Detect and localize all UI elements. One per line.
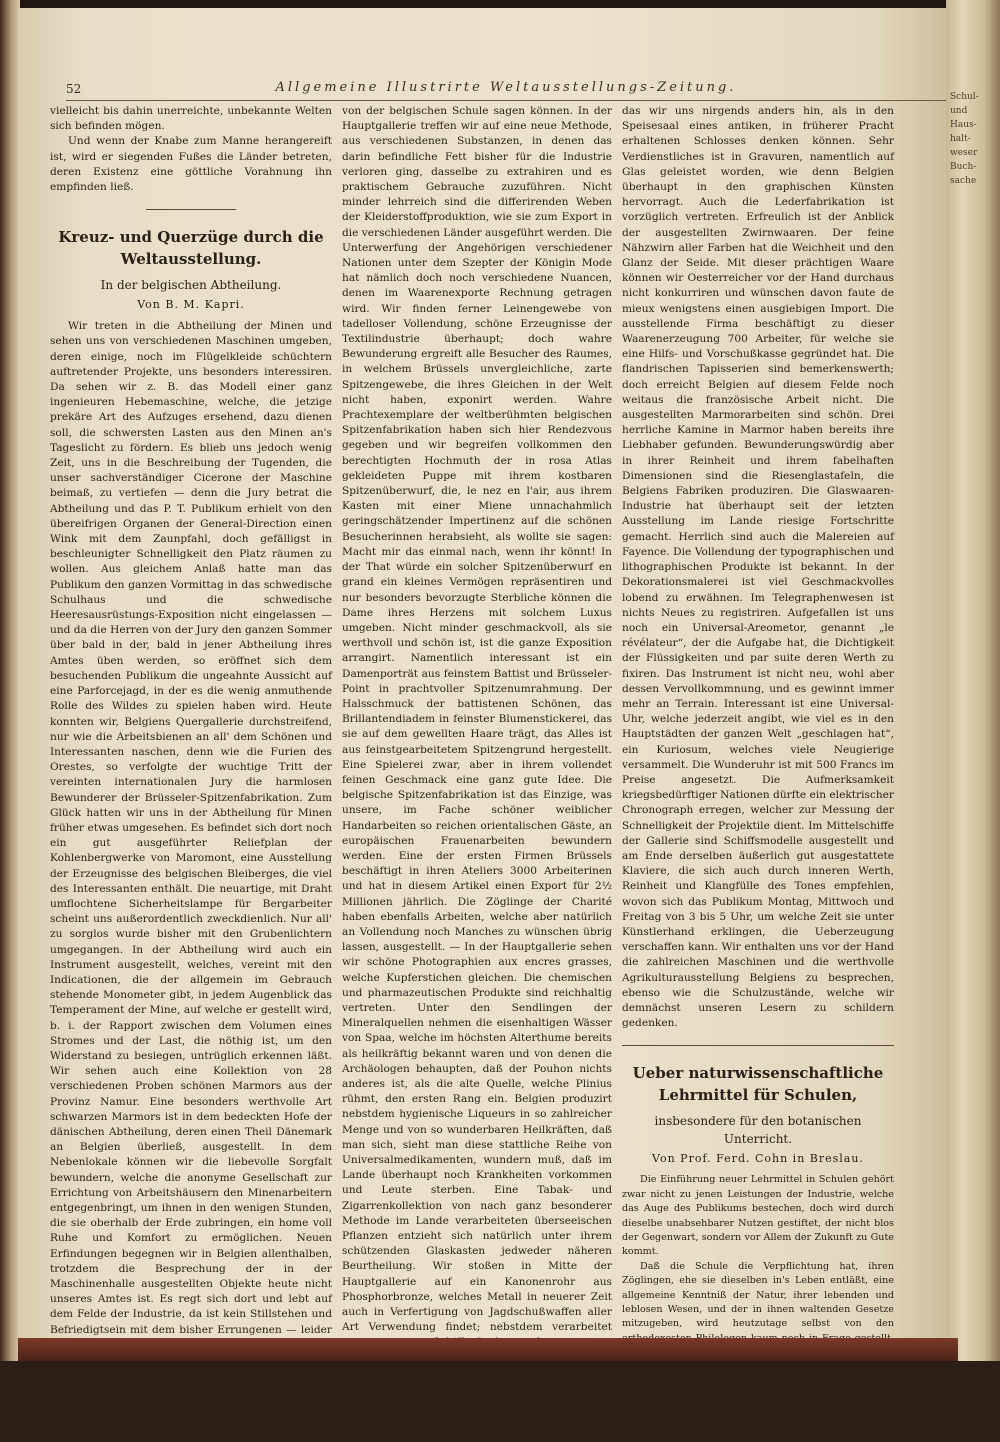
article-small-paragraph-1: Die Einführung neuer Lehrmittel in Schulen gehört zwar nicht zu jenen Leistungen der Industrie, welche das Auge des Publikums bestechen, doch wird durch dieselbe unabsehbarer Nutzen gestiftet, der nicht blos der Gegenwart, sondern vor Allem der Zukunft zu Gute kommt. xyxy=(622,1174,894,1258)
next-page-fragment: Schul- und Haus- halt- weser Buch- sache xyxy=(950,92,979,186)
article-byline-second: Von Prof. Ferd. Cohn in Breslau. xyxy=(652,1152,864,1166)
book-binding-edge xyxy=(0,0,20,1361)
column-left xyxy=(50,104,332,1334)
intro-paragraph-2: Und wenn der Knabe zum Manne herangereift ist, wird er siegenden Fußes die Länder betreten, deren Existenz eine göttliche Vorahnung ihn empfinden ließ. xyxy=(50,135,332,194)
article-paragraph: von der belgischen Schule sagen können. In der Hauptgallerie treffen wir auf eine neue Methode, aus verschiedenen Substanzen, in denen das darin befindliche Fett bisher für die Industrie verloren ging, dasselbe zu extrahiren und es praktischem Gebrauche zuzuführen. Nicht minder lehrreich sind die differirenden Weben der Kleiderstoffproduktion, wie sie zum Export in die verschiedenen Länder ausgeführt werden. Die Unterwerfung der Angehörigen verschiedener Nationen unter dem Szepter der Königin Mode hat nämlich doch noch verschiedene Nuancen, denen im Waarenexporte Rechnung getragen wird. Wir finden ferner Leinengewebe von tadelloser Vollendung, schöne Erzeugnisse der Textilindustrie überhaupt; doch wahre Bewunderung ergreift alle Besucher des Raumes, in welchem Brüssels unvergleichliche, zarte Spitzengewebe, die ihres Gleichen in der Welt nicht haben, exponirt werden. Wahre Prachtexemplare der weltberühmten belgischen Spitzenfabrikation haben sich hier Rendezvous gegeben und wir begreifen vollkommen den berechtigten Hochmuth der in rosa Atlas gekleideten Puppe mit ihrem kostbaren Spitzenüberwurf, die, le nez en l'air, aus ihrem Kasten mit einer Miene unnachahmlich geringschätzender Impertinenz auf die schönen Besucherinnen herabsieht, als wollte sie sagen: Macht mir das einmal nach, wenn ihr könnt! In der That würde ein solcher Spitzenüberwurf en grand ein kleines Vermögen repräsentiren und nur besonders bevorzugte Sterbliche können die Dame ihres Herzens mit solchem Luxus umgeben. Nicht minder geschmackvoll, als sie werthvoll und schön ist, ist die ganze Exposition arrangirt. Namentlich interessant ist ein Damenporträt aus feinstem Battist und Brüsseler-Point in prachtvoller Spitzenumrahmung. Der Halsschmuck der battistenen Schönen, das Brillantendiadem in feinster Blumenstickerei, das sie auf dem gewellten Haare trägt, das Alles ist aus feinstgearbeitetem Spitzengrund hergestellt. Eine Spielerei zwar, aber in ihrem vollendet feinen Geschmack eine ganz gute Idee. Die belgische Spitzenfabrikation ist das Einzige, was unsere, im Fache schöner weiblicher Handarbeiten so reichen orientalischen Gäste, an europäischen Frauenarbeiten bewundern werden. Eine der ersten Firmen Brüssels beschäftigt in ihren Ateliers 3000 Arbeiterinen und hat in diesem Artikel einen Export für 2½ Millionen jährlich. Die Zöglinge der Charité haben ebenfalls Arbeiten, welche aber natürlich an Vollendung noch Manches zu wünschen übrig lassen, ausgestellt. — In der Hauptgallerie sehen wir schöne Photographien aux encres grasses, welche Kupferstichen gleichen. Die chemischen und pharmazeutischen Produkte sind reichhaltig vertreten. Unter den Sendlingen der Mineralquellen nehmen die eisenhaltigen Wässer von Spaa, welche im höchsten Alterthume bereits als heilkräftig bekannt waren und von denen die Archäologen behaupten, daß der Pouhon nichts anderes ist, als die alte Quelle, welche Plinius rühmt, den ersten Rang ein. Belgien produzirt nebstdem hygienische Liqueurs in so zahlreicher Menge und von so wunderbaren Heilkräften, daß man sich, sieht man diese stattliche Reihe von Universalmedikamenten, wundern muß, daß im Lande überhaupt noch Krankheiten vorkommen und Leute sterben. Eine Tabak- und Zigarrenkollektion von nach ganz besonderer Methode im Lande verarbeiteten überseeischen Pflanzen entzieht sich natürlich unter ihrem schützenden Glaskasten jedweder näheren Beurtheilung. Wir stoßen in Mitte der Hauptgallerie auf ein Kanonenrohr aus Phosphorbronze, welches Metall in neuerer Zeit auch in Verfertigung von Jagdschußwaffen aller Art Verwendung findet; nebstdem verarbeitet erproben. Einzelne Exemplare der Schnitzereien aus Naturholz sind wahre Prachtstücke, namentlich das breite Bett in flamändischem Renaissance-Styl und das Buffet aus Nußholz, Styl Louis XIII., mit den prachtvollen Eckfiguren, xyxy=(342,105,613,1440)
column-middle xyxy=(342,104,613,1440)
book-bottom-edge xyxy=(18,1338,958,1361)
section-divider xyxy=(622,1045,894,1046)
article-small-paragraph-2: Daß die Schule die Verpflichtung hat, ihren Zöglingen, ehe sie dieselben in's Leben entläßt, eine allgemeine Kenntniß der Natur, ihrer lebenden und leblosen Wesen, und der in ihnen waltenden Gesetze mitzugeben, wird heutzutage selbst von den Demonstrationen der naturwissenschaftliche Unterricht in den Schulen schlimmer als nutzlos ist, da er nur zu falscher Naturauffassung führen kann. xyxy=(622,1260,894,1402)
article-paragraph: das wir uns nirgends anders hin, als in den Speisesaal eines antiken, in früherer Pracht erhaltenen Schlosses denken können. Sehr Verdienstliches ist in Gravuren, namentlich auf Glas geleistet worden, wie denn Belgien überhaupt in den graphischen Künsten hervorragt. Auch die Lederfabrikation ist vorzüglich vertreten. Erfreulich ist der Anblick der ausgestellten Zwirnwaaren. Der feine Nähzwirn aller Farben hat die Weichheit und den Glanz der Seide. Mit dieser prächtigen Waare können wir Oesterreicher vor der Hand durchaus nicht konkurriren und wünschen davon faute de mieux wenigstens einen ausgiebigen Import. Die ausstellende Firma beschäftigt zu dieser Waarenerzeugung 700 Arbeiter, für welche sie eine Hilfs- und Vorschußkasse gegründet hat. Die flandrischen Tapisserien sind bemerkenswerth; doch erreicht Belgien auf diesem Felde noch weitaus die französische Arbeit nicht. Die ausgestellten Marmorarbeiten sind schön. Drei herrliche Kamine in Marmor haben bereits ihre Liebhaber gefunden. Bewunderungswürdig aber in ihrer Reinheit und ihrem fabelhaften Dimensionen sind die Riesenglastafeln, die Belgiens Fabriken produziren. Die Glaswaaren-Industrie hat überhaupt seit der letzten Ausstellung im Lande riesige Fortschritte gemacht. Herrlich sind auch die Malereien auf Fayence. Die Vollendung der typographischen und lithographischen Produkte ist bekannt. In der Dekorationsmalerei ist viel Geschmackvolles lobend zu erwähnen. Im Telegraphenwesen ist nichts Neues zu registriren. Aufgefallen ist uns noch ein Universal-Areometor, genannt „le révélateur“, der die Aufgabe hat, die Dichtigkeit der Flüssigkeiten und par suite deren Werth zu fixiren. Das Instrument ist nicht neu, wohl aber dessen Vervollkommnung, und es gewinnt immer mehr an Terrain. Interessant ist eine Universal-Uhr, welche jederzeit angibt, wie viel es in den Hauptstädten der ganzen Welt „geschlagen hat“, ein Kuriosum, welches viele Neugierige versammelt. Die Wunderuhr ist mit 500 Francs im Preise angesetzt. Die Aufmerksamkeit kriegsbedürftiger Nationen dürfte ein elektrischer Chronograph erregen, welcher zur Messung der Schnelligkeit der Projektile dient. Im Mittelschiffe der Gallerie sind Schiffsmodelle ausgestellt und am Ende derselben äußerlich gut ausgestattete Klaviere, die sich auch durch inneren Werth, Reinheit und Klangfülle des Tones empfehlen, wovon sich das Publikum Montag, Mittwoch und Freitag von 3 bis 5 Uhr, um welche Zeit sie unter Künstlerhand erklingen, die Ueberzeugung verschaffen kann. Wir enthalten uns vor der Hand die zahlreichen Maschinen und die werthvolle Agrikulturausstellung Belgiens zu besprechen, ebenso wie die Schulzustände, welche wir demnächst unseren Lesern zu schildern gedenken. xyxy=(622,105,894,1030)
article-title: Kreuz- und Querzüge durch die Weltausstellung. xyxy=(58,228,324,269)
article-subtitle: In der belgischen Abtheilung. xyxy=(100,278,282,293)
running-title: Allgemeine Illustrirte Weltausstellungs-Zeitung. xyxy=(275,80,737,95)
article-title-second: Ueber naturwissenschaftliche Lehrmittel für Schulen, xyxy=(632,1064,884,1105)
article-byline: Von B. M. Kapri. xyxy=(137,298,245,312)
article-subtitle-second: insbesondere für den botanischen Unterricht. xyxy=(654,1114,862,1147)
article-paragraph: Wir treten in die Abtheilung der Minen und sehen uns von verschiedenen Maschinen umgeben, deren einige, noch im Flügelkleide schüchtern auftretender Projekte, uns besonders interessiren. Da sehen wir z. B. das Modell einer ganz ingenieuren Hebemaschine, welche, die jetzige prekäre Art des Aufzuges ersehend, dazu dienen soll, die schwersten Lasten aus den Minen an's Tageslicht zu fördern. Es blieb uns jedoch wenig Zeit, uns in die Beschreibung der Tugenden, die unser sachverständiger Cicerone der Maschine beimaß, zu vertiefen — denn die Jury betrat die Abtheilung und das P. T. Publikum erhielt von den übereifrigen Organen der General-Direction einen Wink mit dem Zaunpfahl, doch gefälligst in beschleunigter Schnelligkeit den Platz räumen zu wollen. Aus gleichem Anlaß hatte man das Publikum den ganzen Vormittag in das schwedische Schulhaus und die schwedische Heeresausrüstungs-Exposition nicht eingelassen — und da die Herren von der Jury den ganzen Sommer über bald in der, bald in jener Abtheilung ihres Amtes üben werden, so eröffnet sich dem besuchenden Publikum die ungeahnte Aussicht auf eine Parforcejagd, in der es die wenig anmuthende Rolle des Wildes zu spielen haben wird. Heute konnten wir, Belgiens Quergallerie durchstreifend, nur wie die Arbeitsbienen an all' dem Schönen und Interessanten naschen, denn wie die Furien des Orestes, so verfolgte der wuchtige Tritt der vereinten internationalen Jury die harmlosen Bewunderer der Brüsseler-Spitzenfabrikation. Zum Glück hatten wir uns in der Abtheilung für Minen früher etwas umgesehen. Es befindet sich dort noch ein gut ausgeführter Reliefplan der Kohlenbergwerke von Maromont, eine Ausstellung der Erzeugnisse des belgischen Bleiberges, die viel des Interessanten enthält. Die neuartige, mit Draht umflochtene Sicherheitslampe für Bergarbeiter scheint uns außerordentlich zweckdienlich. Nur all' zu sorglos wurde bisher mit den Grubenlichtern umgegangen. In der Abtheilung wird auch ein Instrument ausgestellt, welches, vereint mit den Indicationen, die der allgemein im Gebrauch stehende Monometer gibt, in jedem Augenblick das Temperament der Mine, auf welche er gestellt wird, b. i. der Rapport zwischen dem Volumen eines Stromes und der Last, die nöthig ist, um den Widerstand zu besiegen, untrüglich erkennen läßt. Wir sehen auch eine Kollektion von 28 verschiedenen Proben schönen Marmors aus der Provinz Namur. Eine besonders werthvolle Art schwarzen Marmors ist in dem bedeckten Hofe der dänischen Abtheilung, deren einen Theil Dänemark an Belgien überließ, ausgestellt. In dem Nebenlokale können wir die liebevolle Sorgfalt bewundern, welche die anonyme Gesellschaft zur Errichtung von Arbeitshäusern den Minenarbeitern entgegenbringt, um ihnen in den wenigen Stunden, die sie oberhalb der Erde zubringen, ein home voll Ruhe und Komfort zu ermöglichen. Neuen Erfindungen begegnen wir in Belgien allenthalben, trotzdem die Besprechung der in der Maschinenhalle ausgestellten Objekte heute nicht unseres Amtes ist. Es regt sich dort und lebt auf dem Felde der Industrie, da ist kein Stillstehen und Befriedigtsein mit dem bisher Errungenen — leider xyxy=(50,320,332,1336)
intro-paragraph-1: vielleicht bis dahin unerreichte, unbekannte Welten sich befinden mögen. xyxy=(50,105,332,133)
column-right xyxy=(622,104,894,1402)
page-number: 52 xyxy=(66,82,82,96)
next-page-edge xyxy=(946,0,1000,1361)
page-header xyxy=(66,80,946,101)
section-divider xyxy=(146,209,236,210)
